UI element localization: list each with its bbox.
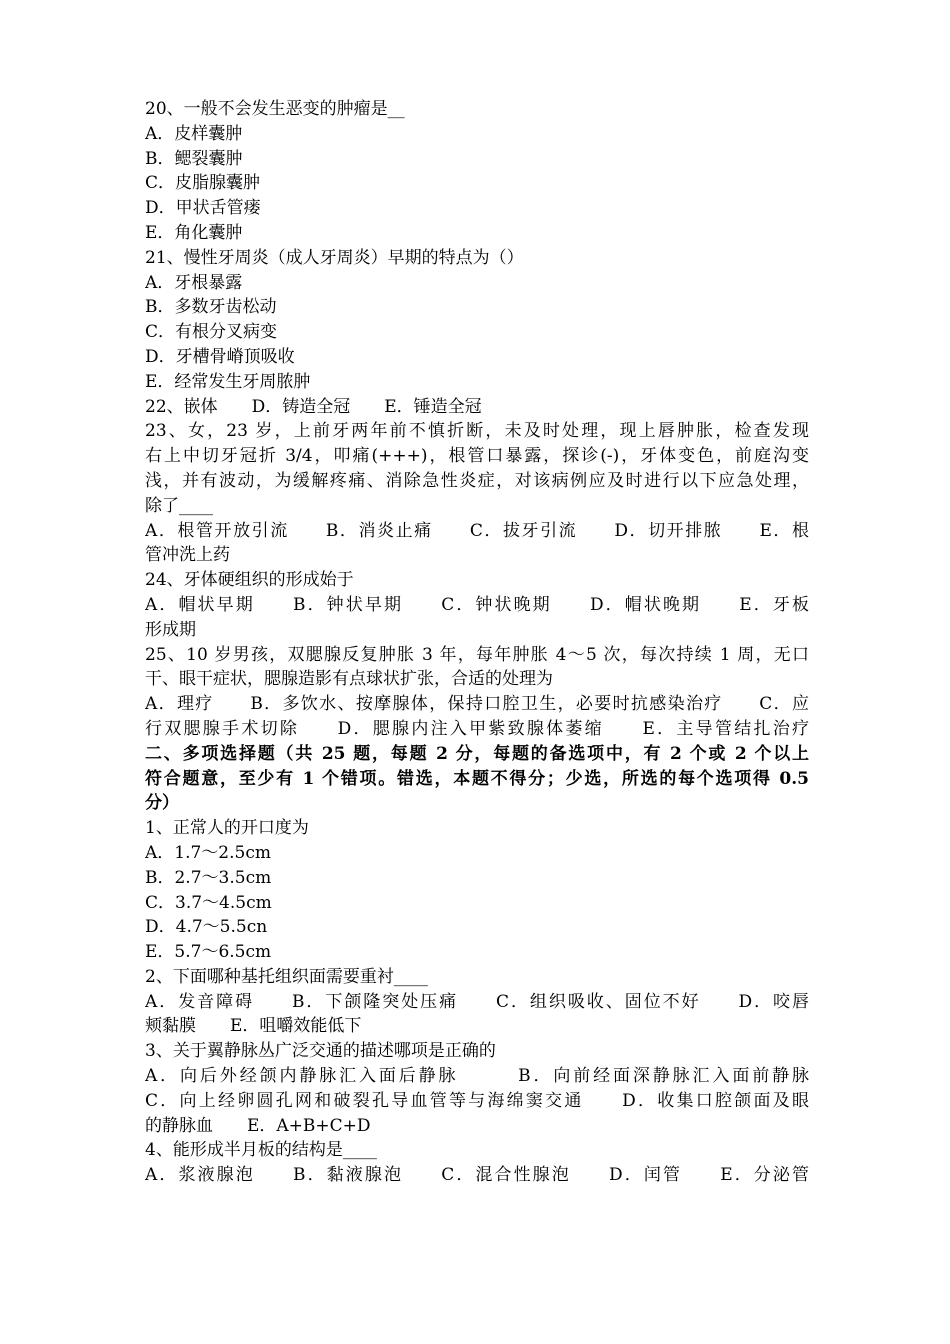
text-line: D．牙槽骨嵴顶吸收 [145,346,295,367]
text-line: 颊黏膜 E．咀嚼效能低下 [145,1016,362,1037]
text-line: 分） [145,793,179,814]
text-line: C．3.7～4.5cm [145,892,272,913]
text-line: A．1.7～2.5cm [145,842,271,863]
text-line: C．皮脂腺囊肿 [145,173,261,194]
document-body [145,97,809,1188]
text-line: 3、关于翼静脉丛广泛交通的描述哪项是正确的 [145,1041,496,1062]
text-line: 形成期 [145,619,196,640]
text-line: D．4.7～5.5cn [145,917,268,938]
text-line: 22、嵌体 D．铸造全冠 E．锤造全冠 [145,396,482,417]
text-line: B．鳃裂囊肿 [145,148,243,169]
text-line: A．浆液腺泡 B．黏液腺泡 C．混合性腺泡 D．闰管 E．分泌管 [145,1165,809,1186]
text-line: 2、下面哪种基托组织面需要重衬____ [145,966,428,987]
text-line: 25、10 岁男孩，双腮腺反复肿胀 3 年，每年肿胀 4～5 次，每次持续 1 周，无口 [145,644,809,665]
text-line: A．向后外经颌内静脉汇入面后静脉 B．向前经面深静脉汇入面前静脉 [145,1066,809,1087]
text-line: 1、正常人的开口度为 [145,818,309,839]
text-line: A．皮样囊肿 [145,123,243,144]
text-line: E．经常发生牙周脓肿 [145,371,311,392]
text-line: C．向上经卵圆孔网和破裂孔导血管等与海绵窦交通 D．收集口腔颌面及眼 [145,1090,809,1111]
text-line: 符合题意，至少有 1 个错项。错选，本题不得分；少选，所选的每个选项得 0.5 [145,768,809,789]
text-line: 干、眼干症状，腮腺造影有点球状扩张，合适的处理为 [145,669,553,690]
text-line: D．甲状舌管瘘 [145,198,261,219]
text-line: A．根管开放引流 B．消炎止痛 C．拔牙引流 D．切开排脓 E．根 [145,520,809,541]
text-line: A．牙根暴露 [145,272,243,293]
text-line: 24、牙体硬组织的形成始于 [145,570,354,591]
text-line: 除了____ [145,495,213,516]
text-line: 浅，并有波动，为缓解疼痛、消除急性炎症，对该病例应及时进行以下应急处理， [145,470,809,491]
text-line: 管冲洗上药 [145,545,230,566]
text-line: A．帽状早期 B．钟状早期 C．钟状晚期 D．帽状晚期 E．牙板 [145,594,809,615]
text-line: 23、女，23 岁，上前牙两年前不慎折断，未及时处理，现上唇肿胀，检查发现 [145,421,809,442]
text-line: B．多数牙齿松动 [145,297,277,318]
text-line: B．2.7～3.5cm [145,867,272,888]
text-line: 4、能形成半月板的结构是____ [145,1140,377,1161]
text-line: 的静脉血 E．A+B+C+D [145,1115,371,1136]
text-line: E．5.7～6.5cm [145,942,272,963]
text-line: 21、慢性牙周炎（成人牙周炎）早期的特点为（） [145,247,524,268]
text-line: 行双腮腺手术切除 D．腮腺内注入甲紫致腺体萎缩 E．主导管结扎治疗 [145,718,809,739]
text-line: C．有根分叉病变 [145,322,278,343]
text-line: 右上中切牙冠折 3/4，叩痛(+++)，根管口暴露，探诊(-)，牙体变色，前庭沟变 [145,446,809,467]
text-line: 二、多项选择题（共 25 题，每题 2 分，每题的备选项中，有 2 个或 2 个以上 [145,743,809,764]
text-line: E．角化囊肿 [145,222,243,243]
text-line: A．理疗 B．多饮水、按摩腺体，保持口腔卫生，必要时抗感染治疗 C．应 [145,694,809,715]
text-line: 20、一般不会发生恶变的肿瘤是__ [145,99,405,119]
text-line: A．发音障碍 B．下颌隆突处压痛 C．组织吸收、固位不好 D．咬唇 [145,991,809,1012]
